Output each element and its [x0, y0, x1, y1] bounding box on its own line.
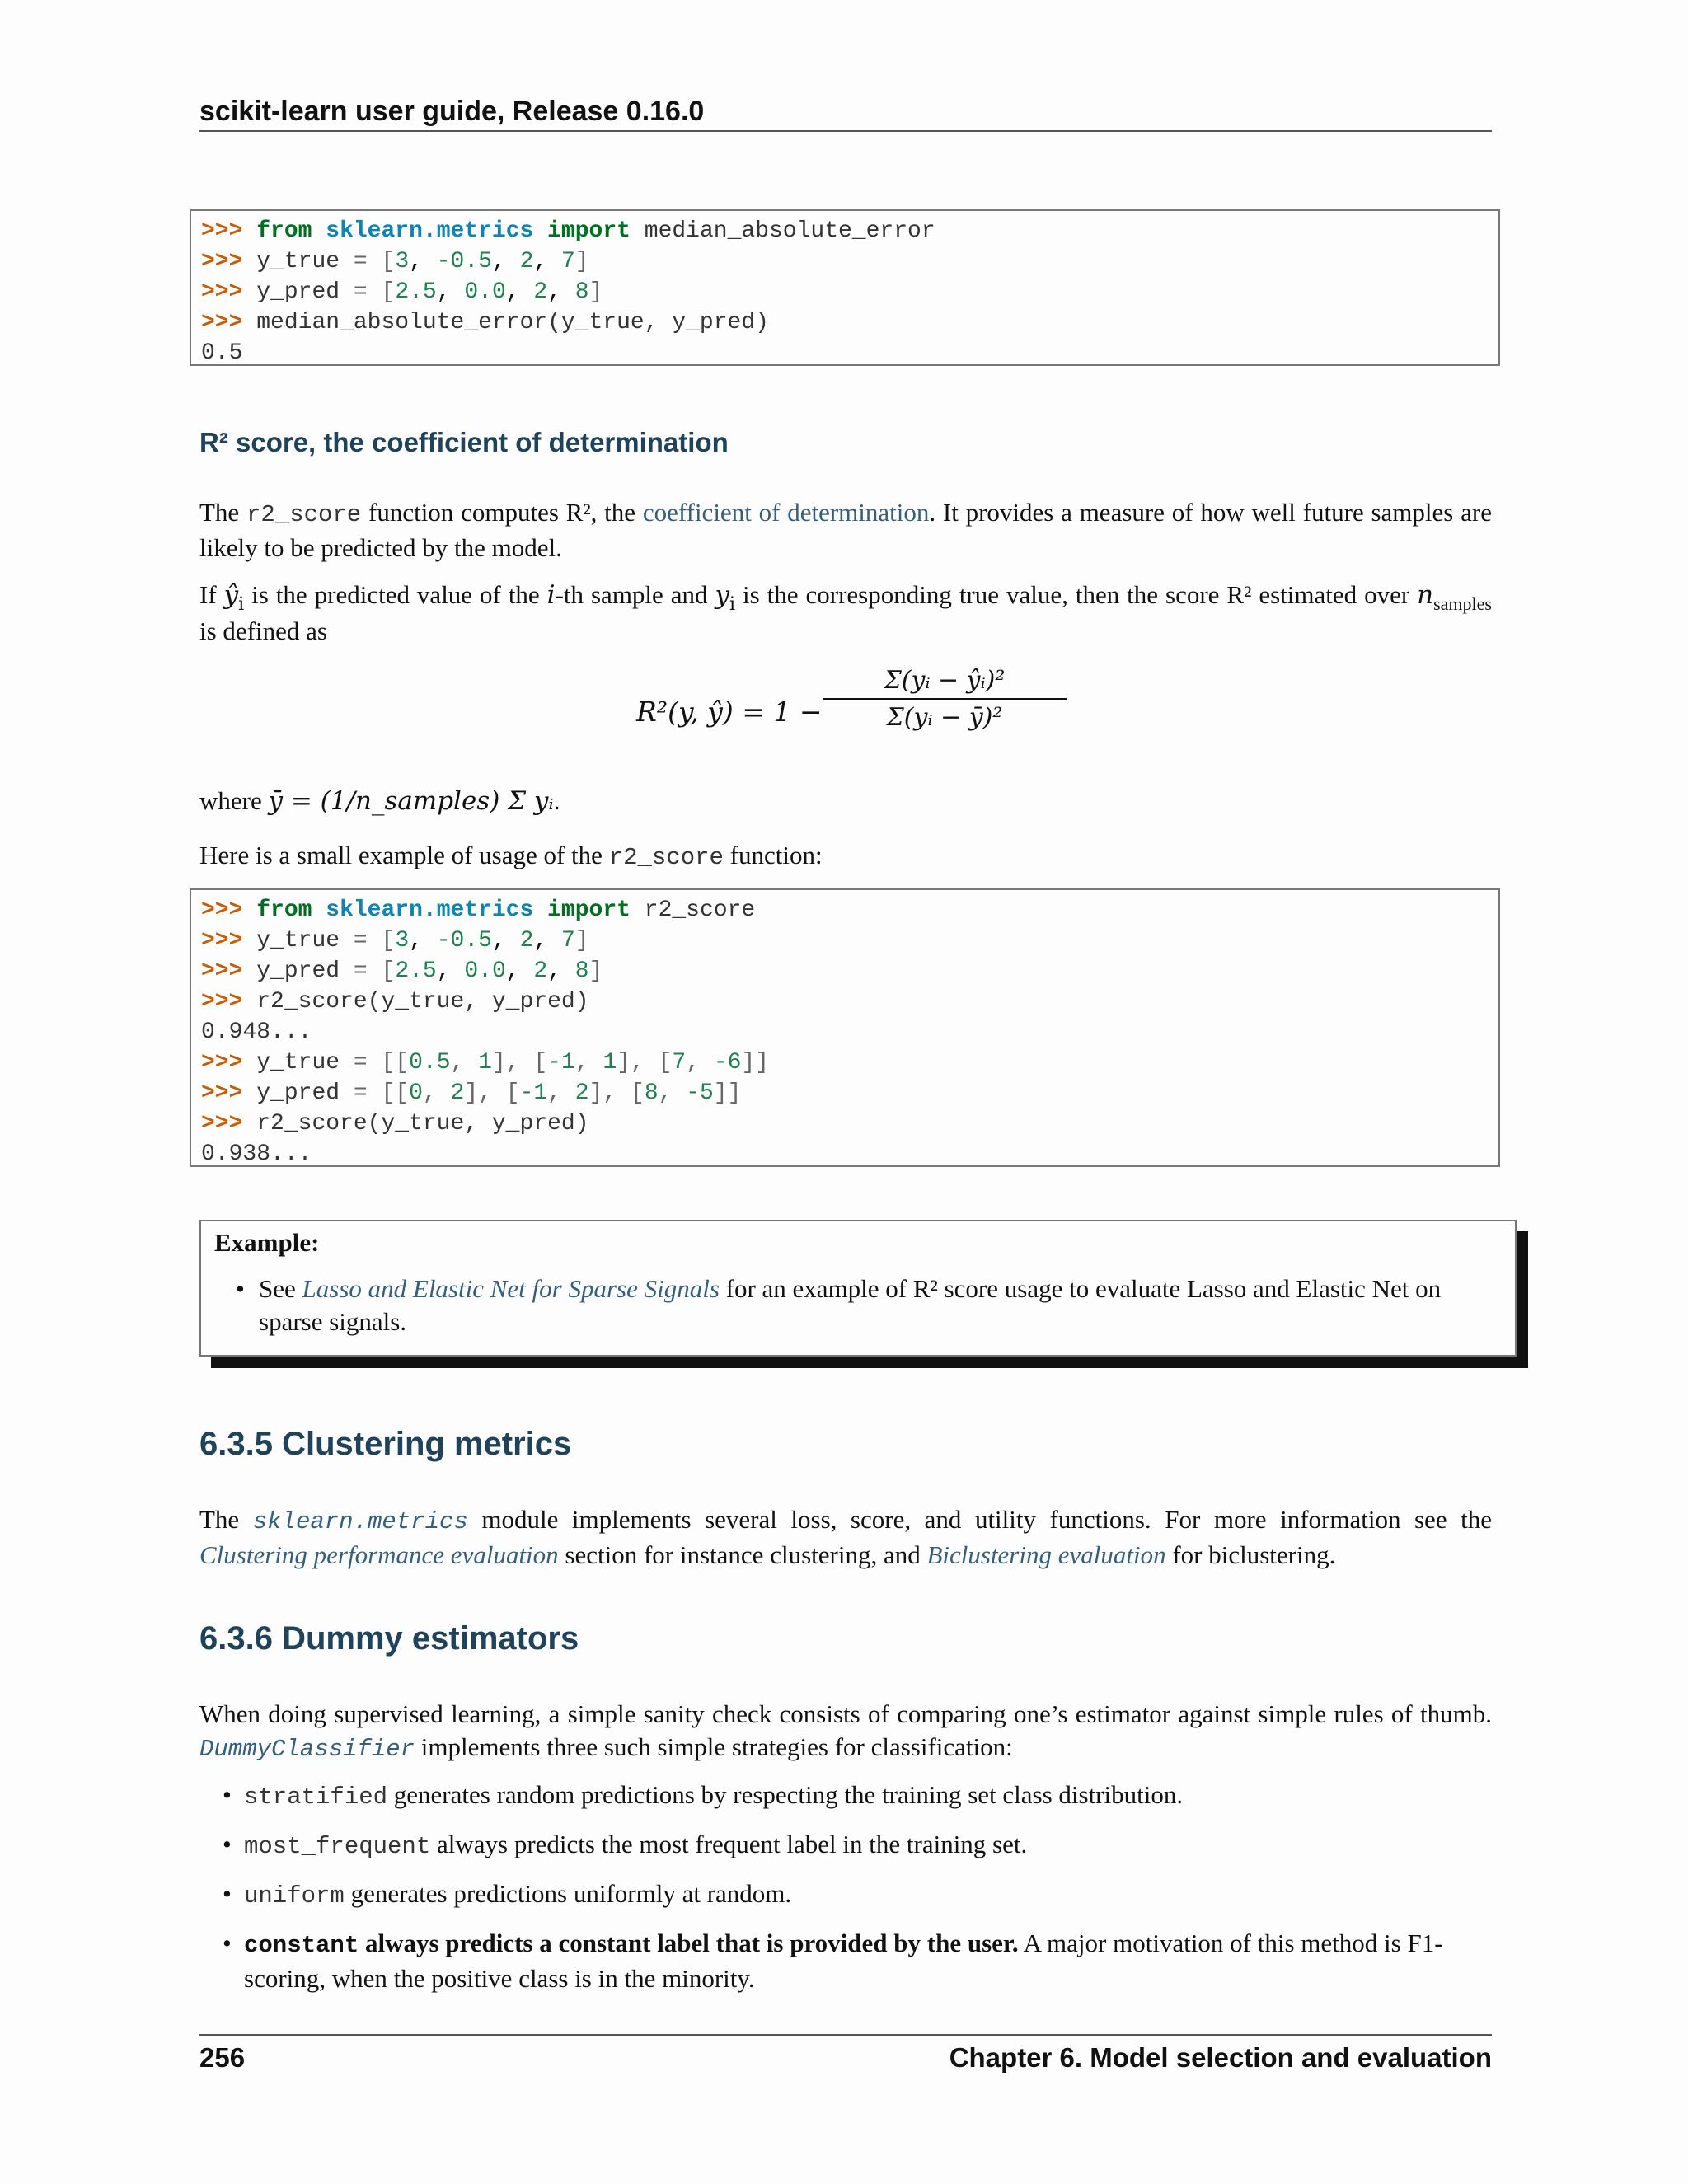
paragraph-ybar-definition: where ȳ = (1/n_samples) Σ yᵢ.: [199, 786, 560, 816]
example-title: Example:: [214, 1228, 320, 1257]
code-output: 0.948...: [201, 1019, 312, 1045]
bullet-icon: •: [236, 1274, 245, 1303]
code-line: >>> y_pred = [2.5, 0.0, 2, 8]: [201, 958, 603, 984]
code-output: 0.5: [201, 340, 243, 366]
chapter-title: Chapter 6. Model selection and evaluation: [949, 2042, 1492, 2073]
fraction-bar: [823, 698, 1067, 700]
formula-lhs: R²(y, ŷ) = 1 −: [636, 696, 823, 728]
paragraph-usage-intro: Here is a small example of usage of the r2_score function:: [199, 841, 823, 871]
example-list-item: • See Lasso and Elastic Net for Sparse Signals for an example of R² score usage to evaluate Lasso and Elastic Net on sparse signals.: [236, 1274, 1442, 1336]
bullet-icon: •: [223, 1929, 232, 1957]
bullet-icon: •: [223, 1879, 232, 1908]
list-item-most-frequent: • most_frequent always predicts the most frequent label in the training set.: [223, 1830, 1028, 1860]
code-line: >>> y_true = [3, -0.5, 2, 7]: [201, 249, 589, 274]
code-line: >>> r2_score(y_true, y_pred): [201, 1111, 589, 1137]
r2-formula: [636, 666, 1081, 765]
list-item-constant: • constant always predicts a constant label that is provided by the user. A major motivation of this method is F1-scoring, when the positive class is in the minority.: [223, 1929, 1443, 1993]
link-sklearn-metrics[interactable]: sklearn.metrics: [252, 1508, 468, 1535]
section-heading-dummy: 6.3.6 Dummy estimators: [199, 1620, 579, 1657]
code-line: >>> y_true = [[0.5, 1], [-1, 1], [7, -6]]: [201, 1050, 770, 1076]
code-line: >>> from sklearn.metrics import median_absolute_error: [201, 218, 935, 244]
example-admonition: [199, 1220, 1517, 1357]
code-block-r2-score: [190, 888, 1500, 1167]
link-biclustering-evaluation[interactable]: Biclustering evaluation: [926, 1540, 1166, 1569]
paragraph-dummy-intro: When doing supervised learning, a simple sanity check consists of comparing one’s estimator against simple rules of thumb. DummyClassifier implements three such simple strategies for classification:: [199, 1699, 1492, 1763]
paragraph-r2-intro: The r2_score function computes R², the coefficient of determination. It provides a measure of how well future samples are likely to be predicted by the model.: [199, 498, 1492, 562]
formula-fraction: [823, 666, 1067, 732]
code-line: >>> from sklearn.metrics import r2_score: [201, 898, 756, 923]
link-coefficient-of-determination[interactable]: coefficient of determination: [642, 498, 930, 527]
running-header: scikit-learn user guide, Release 0.16.0: [199, 96, 705, 127]
list-item-uniform: • uniform generates predictions uniformly at random.: [223, 1879, 792, 1910]
section-heading-clustering: 6.3.5 Clustering metrics: [199, 1426, 572, 1462]
link-lasso-elastic-net[interactable]: Lasso and Elastic Net for Sparse Signals: [302, 1274, 720, 1303]
code-block-median-absolute-error: [190, 209, 1500, 366]
code-line: >>> y_true = [3, -0.5, 2, 7]: [201, 928, 589, 954]
list-item-stratified: • stratified generates random predictions by respecting the training set class distribution.: [223, 1780, 1184, 1811]
code-line: >>> y_pred = [[0, 2], [-1, 2], [8, -5]]: [201, 1080, 742, 1106]
paragraph-r2-definition: If $ŷ_i$ is the predicted value of the i-th sample and $y_i$ is the corresponding true value, then the score R² estimated over $n_{samples}$ is defined as: [199, 580, 1492, 645]
code-line: >>> median_absolute_error(y_true, y_pred): [201, 310, 769, 335]
code-output: 0.938...: [201, 1141, 312, 1167]
bullet-icon: •: [223, 1830, 232, 1858]
code-line: >>> y_pred = [2.5, 0.0, 2, 8]: [201, 279, 603, 305]
subsection-heading-r2: R² score, the coefficient of determination: [199, 427, 729, 457]
page-number: 256: [199, 2042, 246, 2073]
bullet-icon: •: [223, 1780, 232, 1809]
document-page: [199, 0, 1492, 2184]
paragraph-clustering: The sklearn.metrics module implements several loss, score, and utility functions. For more information see the Clustering performance evaluation section for instance clustering, and Biclustering evaluation for biclustering.: [199, 1505, 1492, 1569]
footer-rule: [199, 2034, 1492, 2036]
formula-denominator: Σ(yᵢ − ȳ)²: [886, 703, 1003, 732]
header-rule: [199, 130, 1492, 132]
formula-numerator: Σ(yᵢ − ŷᵢ)²: [884, 666, 1006, 695]
link-clustering-performance-evaluation[interactable]: Clustering performance evaluation: [199, 1540, 559, 1569]
code-line: >>> r2_score(y_true, y_pred): [201, 989, 589, 1015]
link-dummy-classifier[interactable]: DummyClassifier: [199, 1736, 415, 1763]
